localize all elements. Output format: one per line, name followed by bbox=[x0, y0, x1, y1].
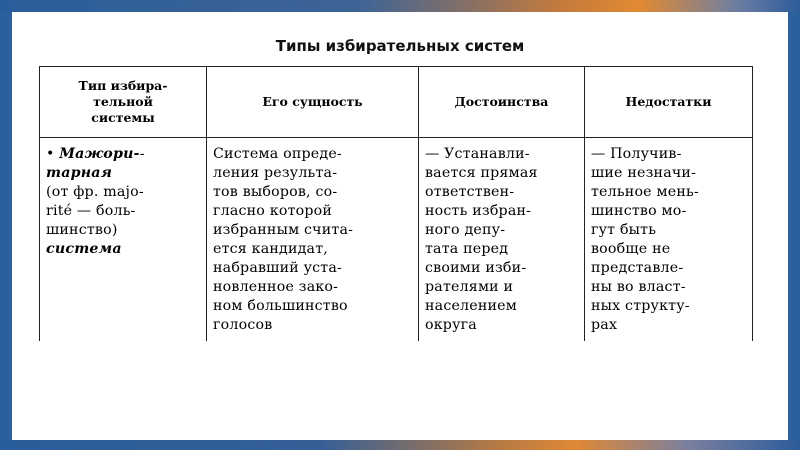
system-name-separator: - bbox=[139, 146, 145, 162]
electoral-systems-table bbox=[39, 66, 753, 341]
system-name-part1: Мажори- bbox=[59, 146, 140, 162]
system-word: система bbox=[46, 241, 122, 257]
bullet: • bbox=[46, 146, 60, 162]
system-name-part2: тарная bbox=[46, 165, 113, 181]
header-system-type: Тип избира- тельной системы bbox=[40, 67, 207, 138]
cell-disadvantages: — Получив- шие незначи- тельное мень- шинство мо- гут быть вообще не представле- ны во власт- ных структу- рах bbox=[585, 138, 753, 342]
header-essence: Его сущность bbox=[207, 67, 419, 138]
cell-essence: Система опреде- ления результа- тов выборов, со- гласно которой избранным счита- ется кандидат, набравший уста- новленное зако- ном большинство голосов bbox=[207, 138, 419, 342]
table-header-row bbox=[40, 67, 753, 138]
slide bbox=[12, 12, 788, 440]
header-advantages: Достоинства bbox=[419, 67, 585, 138]
header-disadvantages: Недостатки bbox=[585, 67, 753, 138]
slide-frame-bottom bbox=[0, 440, 800, 450]
cell-advantages: — Устанавли- вается прямая ответствен- ность избран- ного депу- тата перед своими изби- рателями и населением округа bbox=[419, 138, 585, 342]
slide-frame-top bbox=[0, 0, 800, 12]
slide-title: Типы избирательных систем bbox=[275, 37, 525, 55]
cell-system-type bbox=[40, 138, 207, 342]
table-row bbox=[40, 138, 753, 342]
system-etymology: (от фр. majo- rité — боль- шинство) bbox=[46, 184, 144, 238]
